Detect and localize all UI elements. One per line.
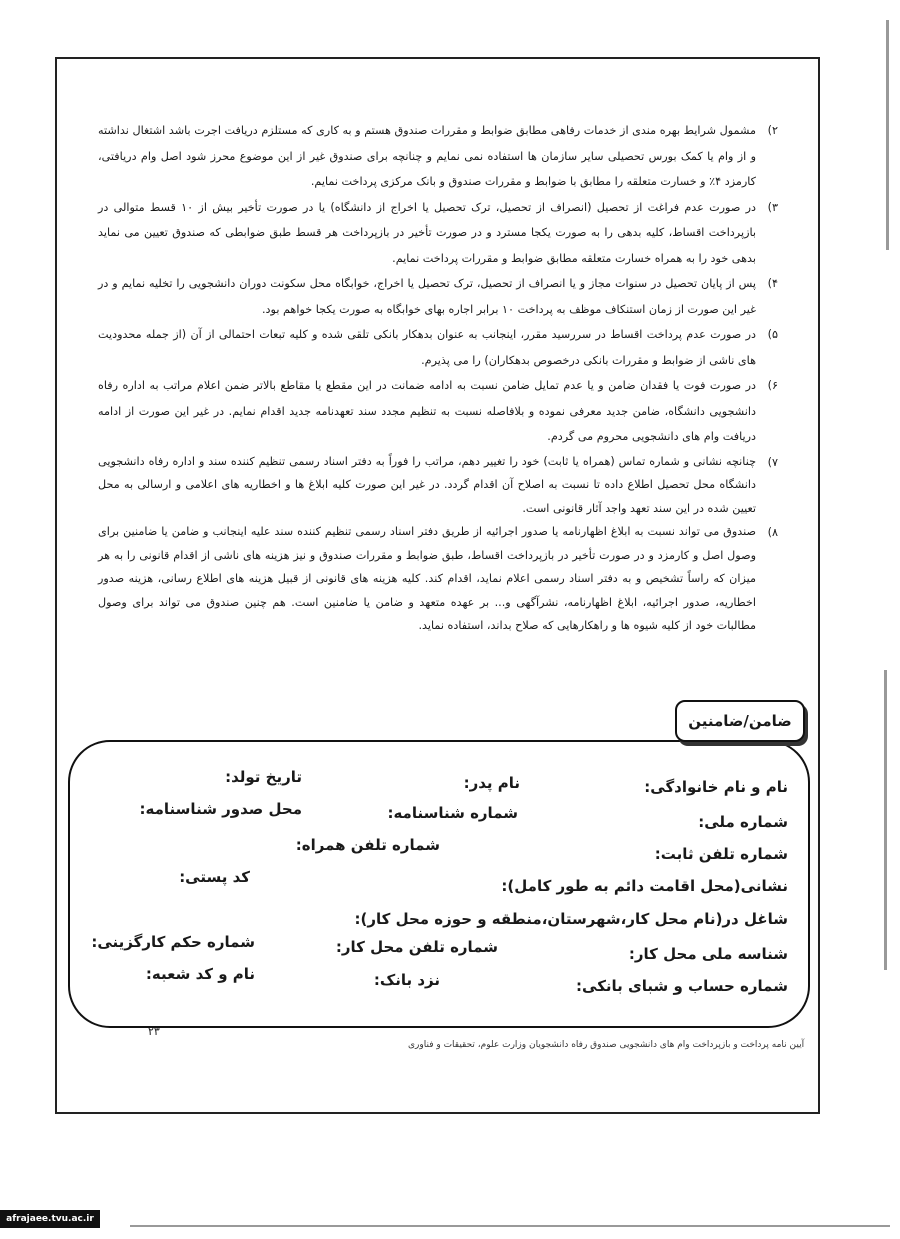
clause-5: [98, 322, 778, 373]
guarantor-section-title: ضامن/ضامنین: [675, 700, 805, 742]
clause-8: [98, 520, 778, 638]
field-bank: نزد بانک:: [373, 971, 440, 989]
clause-text: در صورت عدم پرداخت اقساط در سررسید مقرر، اینجانب به عنوان بدهکار بانکی تلقی شده و کلیه تبعات احتمالی از آن (از جمله محدودیت های ناشی از ضوابط و مقررات بانکی درخصوص بدهکاران) را می پذیرم.: [98, 328, 756, 367]
clause-number: ۶): [767, 379, 778, 392]
clause-text: صندوق می تواند نسبت به ابلاغ اظهارنامه یا صدور اجرائیه از طریق دفتر اسناد رسمی تنظیم کننده سند علیه اینجانب و ضامن یا ضامنین برای وصول اصل و کارمزد و در صورت تأخیر در بازپرداخت اقساط، طبق ضوابط و مقررات صندوق و نیز هزینه های ناشی از اقدام قانونی را به هر میزان که راساً تشخیص و به دفتر اسناد رسمی اعلام نماید، اقدام کند. کلیه هزینه های قانونی از قبیل هزینه های اطلاع رسانی، هزینه صدور اخطاریه، صدور اجرائیه، ابلاغ اظهارنامه، نشرآگهی و... بر عهده متعهد و ضامن یا ضامنین است. هم چنین صندوق می تواند برای وصول مطالبات خود از کلیه شیوه ها و راهکارهایی که صلاح بداند، استفاده نماید.: [98, 525, 756, 632]
clause-number: ۸): [767, 526, 778, 539]
clause-4: [98, 271, 778, 322]
field-national-id: شماره ملی:: [698, 813, 788, 831]
clause-text: در صورت عدم فراغت از تحصیل (انصراف از تحصیل، ترک تحصیل یا اخراج از دانشگاه) یا در صورت تأخیر بیش از ۱۰ قسط متوالی در بازپرداخت اقساط، کلیه بدهی را به صورت یکجا مسترد و در صورت تأخیر در بازپرداخت هر قسط طبق ضوابطی که صندوق تعیین می نماید بدهی خود را به همراه خسارت متعلقه مطابق ضوابط و مقررات پرداخت نمایم.: [98, 200, 756, 265]
field-employer: شاغل در(نام محل کار،شهرستان،منطقه و حوزه محل کار):: [354, 910, 788, 928]
scan-edge-mark: [130, 1225, 890, 1227]
field-father-name: نام پدر:: [463, 774, 520, 792]
field-birth-date: تاریخ تولد:: [225, 768, 302, 786]
footer-note: آیین نامه پرداخت و بازپرداخت وام های دانشجویی صندوق رفاه دانشجویان وزارت علوم، تحقیقات و فناوری: [408, 1040, 805, 1050]
field-id-issue-place: محل صدور شناسنامه:: [139, 800, 302, 818]
field-workplace-phone: شماره تلفن محل کار:: [335, 938, 498, 956]
clause-text: پس از پایان تحصیل در سنوات مجاز و یا انصراف از تحصیل، ترک تحصیل یا اخراج، خوابگاه محل سکونت دوران دانشجویی را تخلیه نمایم و در غیر این صورت از زمان استنکاف موظف به پرداخت ۱۰ برابر اجاره بهای خوابگاه به صورت یکجا خواهم بود.: [98, 277, 756, 316]
field-branch: نام و کد شعبه:: [145, 965, 255, 983]
field-employment-order: شماره حکم کارگزینی:: [91, 933, 255, 951]
clause-number: ۷): [767, 455, 778, 469]
clause-number: ۲): [767, 124, 778, 137]
clause-6: [98, 373, 778, 450]
field-landline: شماره تلفن ثابت:: [654, 845, 788, 863]
field-mobile: شماره تلفن همراه:: [295, 836, 440, 854]
field-workplace-id: شناسه ملی محل کار:: [628, 945, 788, 963]
scan-edge-mark: [884, 670, 887, 970]
page-number: ۲۳: [148, 1025, 160, 1038]
clause-number: ۴): [767, 277, 778, 290]
clause-number: ۳): [767, 200, 778, 214]
clause-number: ۵): [767, 328, 778, 341]
clause-7: [98, 450, 778, 521]
field-address: نشانی(محل اقامت دائم به طور کامل):: [501, 877, 788, 895]
commitment-clauses: [98, 118, 778, 638]
field-id-number: شماره شناسنامه:: [387, 804, 518, 822]
clause-text: در صورت فوت یا فقدان ضامن و یا عدم تمایل ضامن نسبت به ادامه ضمانت در این مقطع یا مقاطع بالاتر ضمن اعلام مراتب به اداره رفاه دانشجویی دانشگاه، ضامن جدید معرفی نموده و بلافاصله نسبت به تنظیم مجدد سند تعهدنامه جدید اقدام نمایم. در غیر این صورت از ادامه دریافت وام های دانشجویی محروم می گردم.: [98, 379, 756, 443]
field-postal-code: کد پستی:: [179, 868, 250, 886]
clause-2: [98, 118, 778, 195]
source-watermark[interactable]: afrajaee.tvu.ac.ir: [0, 1210, 100, 1228]
clause-text: چنانچه نشانی و شماره تماس (همراه یا ثابت) خود را تغییر دهم، مراتب را فوراً به دفتر اسناد رسمی تنظیم کننده سند و اداره رفاه دانشجویی دانشگاه محل تحصیل اطلاع داده تا نسبت به اصلاح آن اقدام گردد. در غیر این صورت کلیه ابلاغ ها و اخطاریه های اعلامی و ارسالی به محل تعیین شده در این سند تعهد واجد آثار قانونی است.: [98, 454, 756, 515]
clause-text: مشمول شرایط بهره مندی از خدمات رفاهی مطابق ضوابط و مقررات صندوق هستم و به کاری که مستلزم دریافت اجرت باشد اشتغال نداشته و از وام یا کمک بورس تحصیلی سایر سازمان ها استفاده نمی نمایم و چنانچه برای صندوق غیر از این موضوع محرز شود اصل وام دریافتی، کارمزد ۴٪ و خسارت متعلقه را مطابق با ضوابط و مقررات صندوق و بانک مرکزی پرداخت نمایم.: [98, 124, 756, 188]
field-full-name: نام و نام خانوادگی:: [644, 778, 788, 796]
clause-3: [98, 195, 778, 272]
scan-edge-mark: [886, 20, 889, 250]
field-bank-account: شماره حساب و شبای بانکی:: [576, 977, 788, 995]
